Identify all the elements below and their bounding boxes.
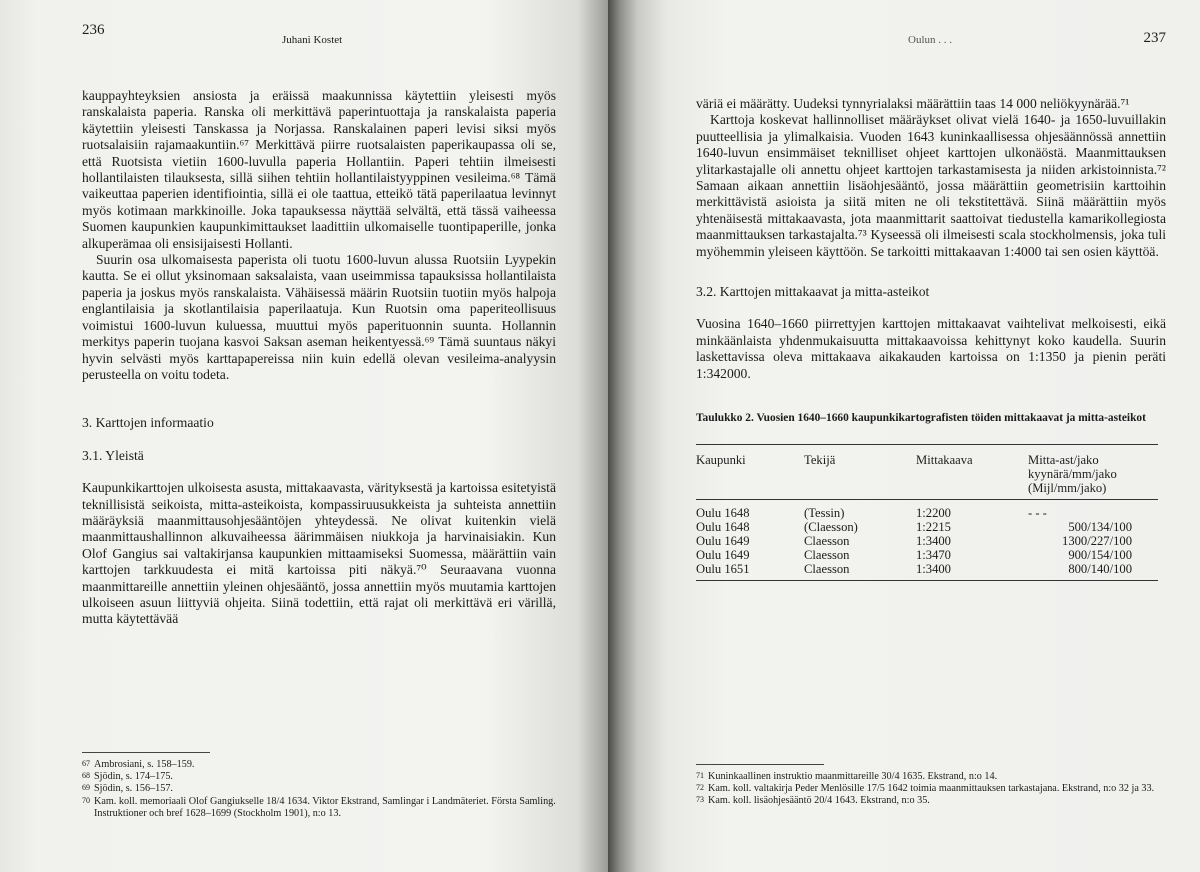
footnote-number: 72 [696,783,704,793]
footnote-text: Sjödin, s. 174–175. [94,771,173,783]
subsection-heading: 3.1. Yleistä [82,447,144,463]
right-page [608,0,1200,872]
page-number: 236 [82,22,105,38]
footnotes [696,764,1166,808]
table-row [696,562,1158,581]
footnote-number: 67 [82,759,90,768]
footnotes [82,752,556,820]
section-heading: 3. Karttojen informaatio [82,415,214,431]
table-cell: 1300/227/100 [1062,533,1132,548]
footnote-text: Ambrosiani, s. 158–159. [94,759,195,770]
paragraph: Karttoja koskevat hallinnolliset määräykset olivat vielä 1640- ja 1650-luvuillakin puutteellisia ja ylimalkaisia. Vuoden 1643 kuninkaallisessa ohjesäännössä annettiin 1640-luvun ensimmäiset teknilliset ohjeet karttojen ulkonäöstä. Maanmittauksen ylitarkastajalle oli annettu ohjeet karttojen tarkastamisesta ja niiden arkistoinnista.⁷² Samaan aikaan annettiin lisäohjesääntö, jossa määrättiin geometrisiin karttoihin merkittävistä asioista ja siitä miten ne oli tekstitettävä. Siinä määrättiin myös yhtenäisestä mittakaavasta, jota maanmittarit saattoivat tiedustella kamarikollegiosta maanmittauksen tarkastajalta.⁷³ Kyseessä oli ilmeisesti scala stockholmensis, joka tuli myöhemmin yleiseen käyttöön. Se tarkoitti mittakaavan 1:4000 tai sen osien käyttöä. [696,112,1166,259]
table-row [696,548,1158,562]
footnote-number: 71 [696,771,704,780]
footnote [82,771,556,783]
left-page-body [82,88,556,628]
table-cell: Claesson [804,547,850,562]
table-cell: (Tessin) [804,505,845,520]
footnote-number: 68 [82,771,90,781]
footnote-text: Kam. koll. memoriaali Olof Gangiukselle 18/4 1634. Viktor Ekstrand, Samlingar i Landmäteriet. Första Samling. Instruktioner och bref 1628–1699 (Stockholm 1901), n:o 13. [94,795,556,819]
column-header: Kaupunki [696,452,746,467]
table-cell: - - - [1028,505,1047,520]
table-cell: 1:3470 [916,547,951,562]
footnote-rule [696,764,824,765]
paragraph: Suurin osa ulkomaisesta paperista oli tuotu 1600-luvun alussa Ruotsiin Lyypekin kautta. Se ei ollut yksinomaan saksalaista, vaan useimmissa tapauksissa hollantilaista paperia ja joskus myös ranskalaista. Vähäisessä määrin Ruotsiin tuotiin myös halpoja englantilaisia ja skotlantilaisia paperilaatuja. Kun Ruotsin oma paperiteollisuus voimistui 1600-luvun kuluessa, muuttui myös paperituonnin suunta. Hollannin merkitys paperin tuojana kasvoi Saksan aseman heikentyessä.⁶⁹ Tämä suuntaus näkyi hyvin selvästi myös karttapapereissa niin kuin edellä olevan vesileima-analyysin perusteella on voitu todeta. [82,252,556,382]
paragraph: Kaupunkikarttojen ulkoisesta asusta, mittakaavasta, värityksestä ja kartoissa esitetyistä teknillisistä seikoista, mitta-asteikoista, kompassiruusukkeista ja suhteista annettiin määräyksiä maanmittausohjesääntöjen yhteydessä. Ne olivat kuitenkin vielä maanmittaushallinnon alkuvaiheessa äärimmäisen niukkoja ja harvinaisiakin. Kun Olof Gangius sai valtakirjansa kaupunkien mittaamiseksi Suomessa, määrättiin vain karttojen tarkkuudesta ei mitä kartoissa piti näkyä.⁷⁰ Seuraavana vuonna maanmittareille annettiin yleinen ohjesääntö, jossa annettiin myös muutamia karttojen ulkoiseen asuun liittyviä ohjeita. Siinä todettiin, että rajat oli merkittävä eri värillä, mutta käytettävää [82,480,556,627]
table-cell: 1:2215 [916,519,951,534]
running-head: Oulun . . . [908,34,952,46]
footnote-number: 69 [82,783,90,793]
footnote-rule [82,752,210,753]
table-cell: Claesson [804,561,850,576]
column-header: Tekijä [804,452,836,467]
footnote-text: Sjödin, s. 156–157. [94,783,173,795]
table-cell: 1:3400 [916,533,951,548]
footnote [82,783,556,795]
table-cell: Oulu 1649 [696,547,750,562]
page-number: 237 [1143,30,1166,46]
table-cell: Oulu 1648 [696,505,750,520]
right-page-body [696,96,1166,581]
footnote-text: Kuninkaallinen instruktio maanmittareille 30/4 1635. Ekstrand, n:o 14. [708,771,998,782]
table-cell: Claesson [804,533,850,548]
table-cell: 800/140/100 [1068,561,1132,576]
table-row [696,520,1158,534]
footnote [82,796,556,820]
table-header-row [696,444,1158,499]
footnote [696,783,1166,795]
table-cell: (Claesson) [804,519,858,534]
table-cell: 1:3400 [916,561,951,576]
footnote-number: 73 [696,795,704,805]
footnote [82,759,556,771]
paragraph: Vuosina 1640–1660 piirrettyjen karttojen mittakaavat vaihtelivat melkoisesti, eikä minkäänlaista yhdenmukaisuutta mittakaavoissa kehittynyt koko kaudella. Suurin laskettavissa oleva mittakaava aikakauden kartoissa on 1:1350 ja pienin peräti 1:342000. [696,316,1166,381]
scales-table [696,444,1158,581]
table-cell: 1:2200 [916,505,951,520]
column-header: Mitta-ast/jako kyynärä/mm/jako (Mijl/mm/jako) [1028,452,1117,495]
footnote-text: Kam. koll. valtakirja Peder Menlösille 17/5 1642 toimia maanmittauksen tarkastajana. Ekstrand, n:o 32 ja 33. [708,783,1155,795]
running-head: Juhani Kostet [282,34,343,46]
subsection-heading: 3.2. Karttojen mittakaavat ja mitta-asteikot [696,284,930,300]
table-cell: Oulu 1651 [696,561,750,576]
footnote-text: Kam. koll. lisäohjesääntö 20/4 1643. Ekstrand, n:o 35. [708,795,930,807]
paragraph: väriä ei määrätty. Uudeksi tynnyrialaksi määrättiin taas 14 000 neliökyynärää.⁷¹ [696,96,1130,111]
paragraph: kauppayhteyksien ansiosta ja eräissä maakunnissa käytettiin yleisesti myös ranskalaista paperia. Ranska oli merkittävä paperintuottaja ja ranskalaista paperia käytettiin yleisesti Tanskassa ja Norjassa. Ranskalainen paperi levisi siksi myös ruotsalaisiin rajamaakuntiin.⁶⁷ Merkittävä piirre ruotsalaisten paperikaupassa oli se, että Ruotsista vietiin 1600-luvulla paperia Hollantiin. Paperi tehtiin ilmeisesti hollantilaisten tilauksesta, sillä siihen tehtiin hollantilaistyyppinen vesileima.⁶⁸ Tämä vaikeuttaa paperien identifiointia, sillä ei ole taattua, etteikö tätä paperilaatua levinnyt myös kotimaan markkinoille. Joka tapauksessa näyttää selvältä, että tässä vaiheessa Suomen kaupunkien kaupunkimittaukset laadittiin ulkomaiselle tuontipaperille, jonka alkuperämaa oli ensisijaisesti Hollanti. [82,88,556,251]
footnote [696,795,1166,807]
table-row [696,499,1158,520]
table-cell: Oulu 1649 [696,533,750,548]
column-header: Mittakaava [916,452,973,467]
table-caption: Taulukko 2. Vuosien 1640–1660 kaupunkikartografisten töiden mittakaavat ja mitta-asteikot [696,412,1146,425]
table-row [696,534,1158,548]
table-cell: Oulu 1648 [696,519,750,534]
footnote [696,771,1166,783]
table-cell: 500/134/100 [1068,519,1132,534]
footnote-number: 70 [82,795,90,805]
table-cell: 900/154/100 [1068,547,1132,562]
